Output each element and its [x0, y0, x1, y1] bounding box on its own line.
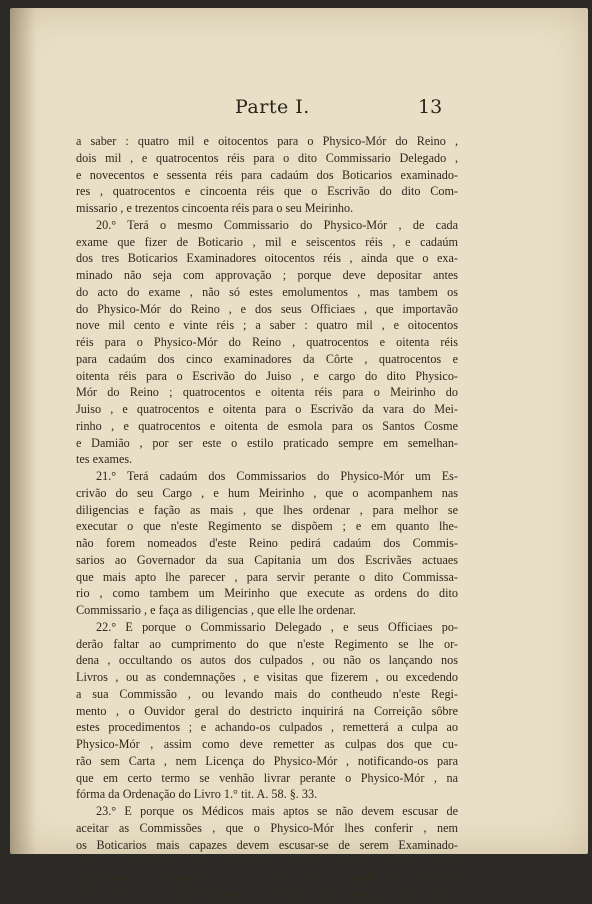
text-line: 21.° Terá cadaúm dos Commissarios do Physico-Mór um Es- — [96, 469, 458, 483]
text-line: 20.° Terá o mesmo Commissario do Physico-Mór , de cada — [96, 217, 458, 232]
text-line: que em certo termo se venhão livrar perante o Physico-Mór , na — [76, 770, 458, 785]
text-line: os Boticarios mais capazes devem escusar-se de serem Examinado- — [76, 837, 458, 852]
text-line: dois mil , e quatrocentos réis para o dito Commissario Delegado , — [76, 150, 458, 165]
text-line: nove mil cento e vinte réis ; a saber : quatro mil , e oitocentos — [76, 318, 458, 333]
text-line: derão faltar ao cumprimento do que n'este Regimento se lhe or- — [76, 636, 458, 651]
text-line: aceitar as Commissões , que o Physico-Mór lhes conferir , nem — [76, 820, 458, 835]
text-line: a sua Commissão , ou levando mais do contheudo n'este Regi- — [76, 686, 458, 701]
text-line: rinho , e quatrocentos e oitenta de esmola para os Santos Cosme — [76, 418, 458, 433]
page-gutter-shadow — [10, 8, 36, 854]
text-line: minado não seja com approvação ; porque deve depositar antes — [76, 268, 458, 282]
page-number: 13 — [418, 96, 443, 118]
text-line: Mór do Reino ; quatrocentos e oitenta réis para o Meirinho do — [76, 385, 458, 400]
text-line: exame que fizer de Boticario , mil e seiscentos réis , e cadaúm — [76, 234, 458, 249]
text-line: 23.° E porque os Médicos mais aptos se não devem escusar de — [96, 804, 458, 818]
text-line: Juiso , e quatrocentos e oitenta para o Escrivão da vara do Mei- — [76, 402, 458, 416]
text-line: executar o que n'este Regimento se dispõem ; e em quanto lhe- — [76, 519, 458, 534]
text-line: fórma da Ordenação do Livro 1.° tit. A. 58. §. 33. — [76, 787, 318, 802]
text-line: mento , o Ouvidor geral do destricto inquirirá na Correição sôbre — [76, 703, 458, 718]
text-line: a saber : quatro mil e oitocentos para o Physico-Mór do Reino , — [76, 134, 458, 148]
text-line: para cadaúm dos cinco examinadores da Côrte , quatrocentos e — [76, 351, 458, 366]
text-line: 22.° E porque o Commissario Delegado , e seus Officiaes po- — [96, 619, 458, 634]
text-line: Commissario , e faça as diligencias , que elle lhe ordenar. — [76, 603, 356, 617]
text-line: dena , occultando os autos dos culpados , ou não os lançando nos — [76, 653, 458, 668]
running-head-title: Parte I. — [235, 96, 310, 118]
text-line: e Damião , por ser este o estilo praticado sempre em semelhan- — [76, 435, 458, 450]
text-line: rio , como tambem um Meirinho que execute as ordens do dito — [76, 586, 458, 601]
text-line: réis para o Physico-Mór do Reino , quatrocentos e oitenta réis — [76, 335, 458, 349]
text-line: missario , e trezentos cincoenta réis para o seu Meirinho. — [76, 201, 354, 215]
text-line: do Physico-Mór do Reino , e dos seus Officiaes , que importavão — [76, 301, 458, 316]
text-line: não forem nomeados d'este Reino pedirá cadaúm dos Commis- — [76, 536, 458, 550]
text-line: Livros , ou as condemnações , e visitas que fizerem , ou excedendo — [76, 670, 458, 684]
running-head — [10, 96, 588, 126]
text-line: diligencias e fação as mais , que lhes ordenar , para melhor se — [76, 502, 458, 517]
text-line: tes exames. — [76, 452, 133, 467]
text-line: crivão do seu Cargo , e hum Meirinho , que o acompanhem nas — [76, 485, 458, 500]
text-line: e novecentos e sessenta réis para cadaúm dos Boticarios examinado- — [76, 167, 458, 182]
text-line: dos tres Boticarios Examinadores oitocentos réis , ainda que o exa- — [76, 251, 458, 266]
text-line: importantes na Republica , e o mais util á saude dos Vassallos — [76, 871, 458, 885]
body-text — [76, 133, 458, 904]
text-line: Physico-Mór , assim como deve remetter as culpas dos que cu- — [76, 737, 458, 751]
text-line: sarios ao Governador da sua Capitania um dos Escrivães actuaes — [76, 552, 458, 567]
text-line: que mais apto lhe parecer , para servir perante o dito Commissa- — [76, 569, 458, 584]
text-line: res , e Visitadores dos Boticarios por ser um dos serviços mais — [76, 854, 458, 869]
text-line: res , quatrocentos e cincoenta réis que o Escrivão do dito Com- — [76, 184, 458, 199]
book-page — [10, 8, 588, 902]
text-line: rão sem Carta , nem Licença do Physico-Mór , notificando-os para — [76, 753, 458, 768]
text-line: de S. M. que estas diligencias se fação pelas pessoas mais doutas — [76, 887, 458, 902]
text-line: estes procedimentos ; e achando-os culpados , remetterá a culpa ao — [76, 720, 458, 735]
text-line: do acto do exame , não só estes emolumentos , mas tambem os — [76, 284, 458, 299]
text-line: oitenta réis para o Escrivão do Juiso , e cargo do dito Physico- — [76, 368, 458, 383]
